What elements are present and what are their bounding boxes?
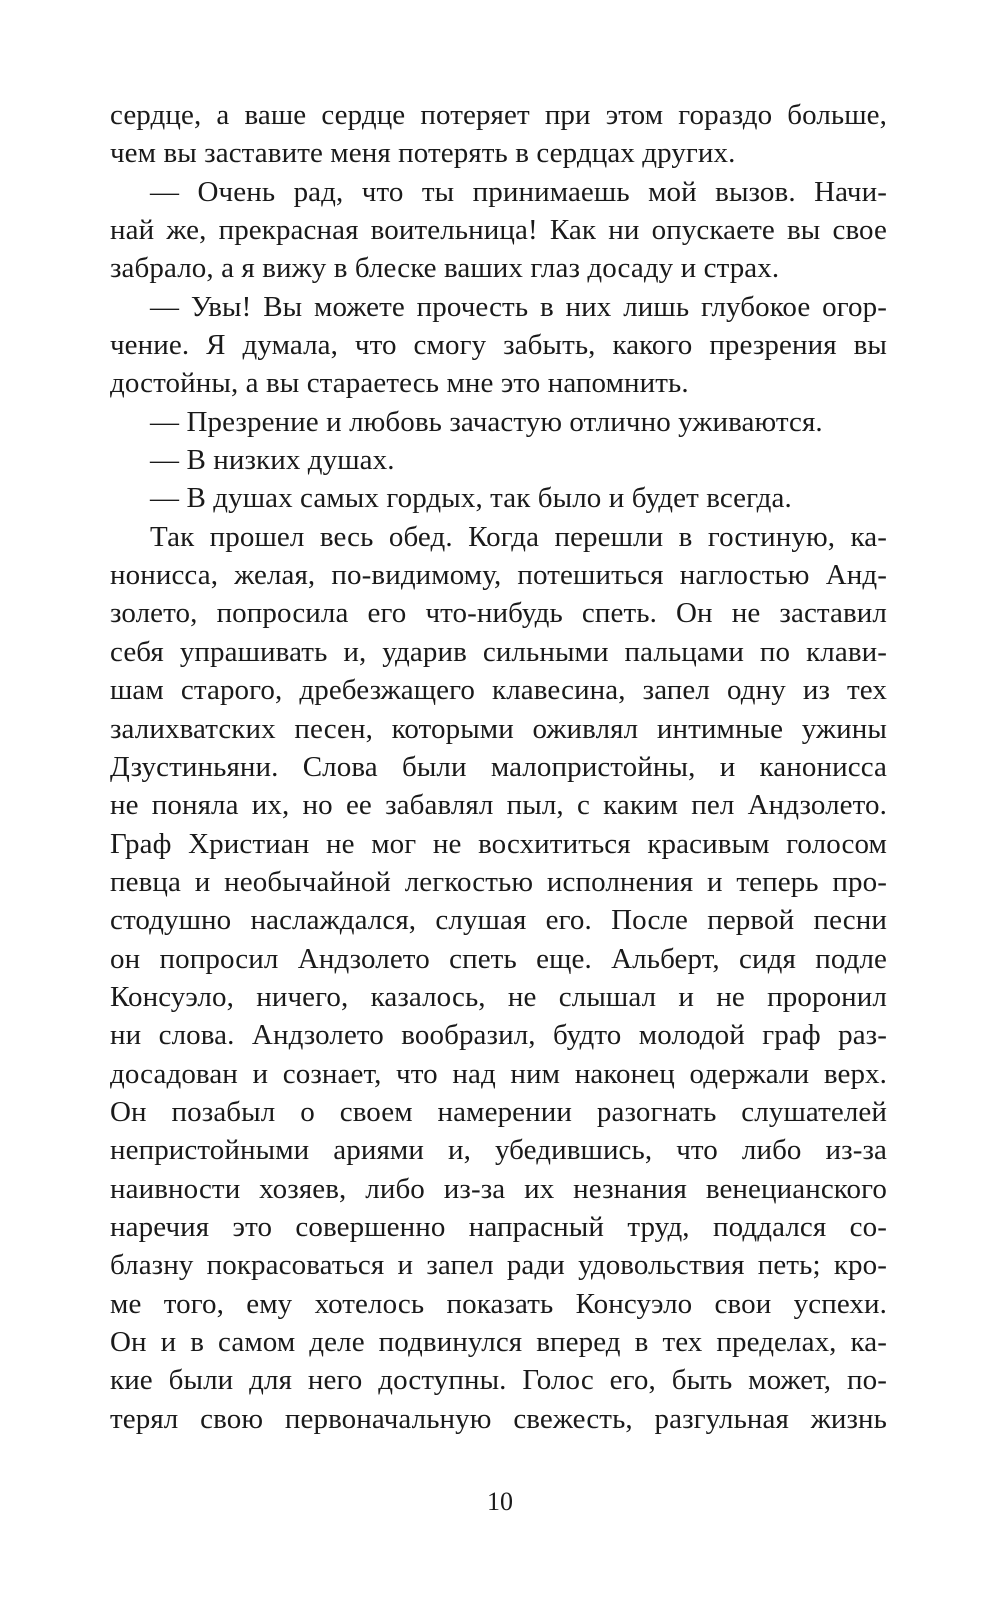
text-line: он попросил Андзолето спеть еще. Альберт, сидя подле: [110, 942, 887, 975]
dialogue-line: — Презрение и любовь зачастую отлично уживаются.: [150, 405, 823, 438]
text-line: чем вы заставите меня потерять в сердцах других.: [110, 137, 736, 170]
text-line: Граф Христиан не мог не восхититься красивым голосом: [110, 827, 887, 860]
text-line: Консуэло, ничего, казалось, не слышал и не проронил: [110, 980, 887, 1013]
text-line: шам старого, дребезжащего клавесина, запел одну из тех: [110, 674, 887, 707]
text-line: блазну покрасоваться и запел ради удовольствия петь; кро-: [110, 1249, 887, 1282]
dialogue-line: — Увы! Вы можете прочесть в них лишь глубокое огор-: [150, 290, 887, 323]
text-line: ни слова. Андзолето вообразил, будто молодой граф раз-: [110, 1019, 887, 1052]
text-line: залихватских песен, которыми оживлял интимные ужины: [110, 712, 887, 745]
text-line: стодушно наслаждался, слушая его. После первой песни: [110, 904, 887, 937]
text-line: себя упрашивать и, ударив сильными пальцами по клави-: [110, 635, 887, 668]
text-line: наивности хозяев, либо из-за их незнания венецианского: [110, 1172, 887, 1205]
text-line: нонисса, желая, по-видимому, потешиться наглостью Анд-: [110, 559, 887, 592]
text-line: певца и необычайной легкостью исполнения и теперь про-: [110, 865, 887, 898]
text-line: Он и в самом деле подвинулся вперед в тех пределах, ка-: [110, 1326, 887, 1358]
text-line: сердце, а ваше сердце потеряет при этом гораздо больше,: [110, 99, 887, 131]
text-line: ме того, ему хотелось показать Консуэло свои успехи.: [110, 1287, 887, 1320]
text-line: не поняла их, но ее забавлял пыл, с каким пел Андзолето.: [110, 789, 887, 822]
text-line: най же, прекрасная воительница! Как ни опускаете вы свое: [110, 214, 887, 247]
dialogue-line: — Очень рад, что ты принимаешь мой вызов. Начи-: [150, 175, 887, 208]
text-line: досадован и сознает, что над ним наконец одержали верх.: [110, 1057, 887, 1090]
text-line: Он позабыл о своем намерении разогнать слушателей: [110, 1095, 887, 1128]
text-line: терял свою первоначальную свежесть, разгульная жизнь: [110, 1402, 887, 1435]
text-line: Дзустиньяни. Слова были малопристойны, и канонисса: [110, 750, 887, 783]
paragraph-first-line: Так прошел весь обед. Когда перешли в гостиную, ка-: [150, 520, 887, 553]
page-text-body: [110, 96, 887, 1438]
dialogue-line: — В низких душах.: [150, 444, 395, 477]
page-number: 10: [487, 1487, 513, 1516]
text-line: непристойными ариями и, убедившись, что либо из-за: [110, 1134, 887, 1167]
text-line: чение. Я думала, что смогу забыть, какого презрения вы: [110, 329, 887, 362]
text-line: забрало, а я вижу в блеске ваших глаз досаду и страх.: [110, 252, 780, 285]
text-line: кие были для него доступны. Голос его, быть может, по-: [110, 1364, 887, 1397]
text-line: достойны, а вы стараетесь мне это напомнить.: [110, 367, 689, 400]
text-line: золето, попросила его что-нибудь спеть. Он не заставил: [110, 597, 887, 630]
text-line: наречия это совершенно напрасный труд, поддался со-: [110, 1210, 887, 1243]
dialogue-line: — В душах самых гордых, так было и будет всегда.: [150, 482, 792, 515]
